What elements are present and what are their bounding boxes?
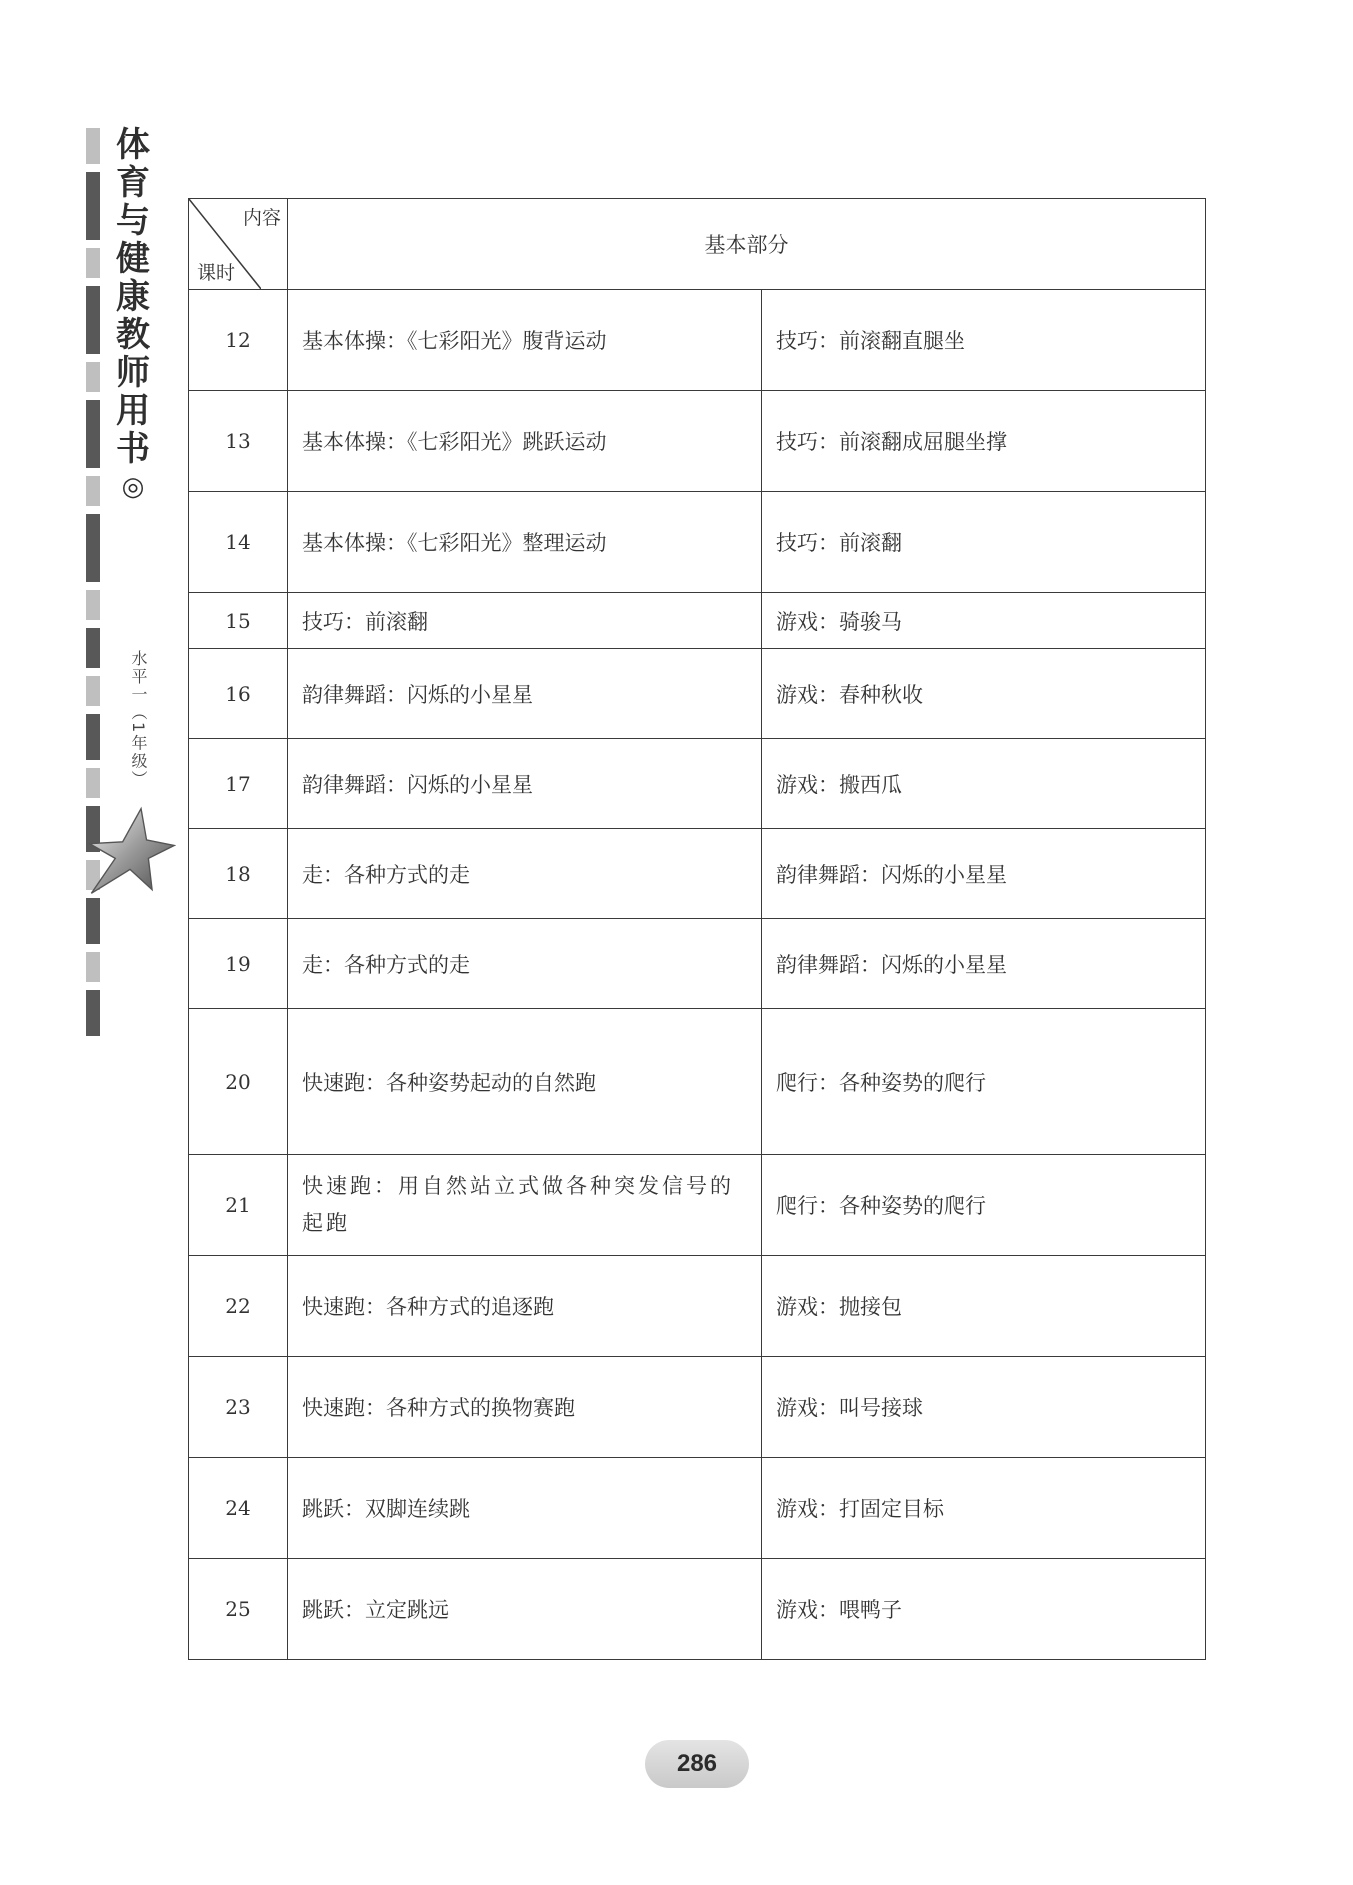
content-a: 快速跑：各种方式的换物赛跑 [288,1357,762,1458]
table-row [189,391,1206,492]
content-b: 技巧：前滚翻成屈腿坐撑 [762,391,1206,492]
table-row [189,1256,1206,1357]
star-icon [84,805,176,897]
corner-header-cell [189,199,288,290]
page-number: 286 [645,1740,749,1788]
lesson-number: 25 [189,1559,288,1660]
lesson-schedule-table [188,198,1206,1660]
content-a: 跳跃：立定跳远 [288,1559,762,1660]
content-a: 走：各种方式的走 [288,919,762,1009]
content-b: 游戏：抛接包 [762,1256,1206,1357]
content-a: 基本体操：《七彩阳光》整理运动 [288,492,762,593]
table-row [189,739,1206,829]
lesson-number: 20 [189,1009,288,1155]
table-row [189,593,1206,649]
content-b: 韵律舞蹈：闪烁的小星星 [762,829,1206,919]
title-mark: ◎ [121,472,145,502]
table-row [189,1155,1206,1256]
corner-label-period: 课时 [197,262,236,284]
content-b: 技巧：前滚翻直腿坐 [762,290,1206,391]
margin-bars [86,128,102,1044]
grade-level-label: 水平一（1年级） [129,650,148,789]
content-b: 游戏：搬西瓜 [762,739,1206,829]
lesson-number: 13 [189,391,288,492]
content-b: 技巧：前滚翻 [762,492,1206,593]
header-basic-part: 基本部分 [288,199,1206,290]
table-row [189,829,1206,919]
table-row [189,1357,1206,1458]
lesson-number: 19 [189,919,288,1009]
content-a: 基本体操：《七彩阳光》腹背运动 [288,290,762,391]
table-row [189,1458,1206,1559]
content-a: 韵律舞蹈：闪烁的小星星 [288,649,762,739]
content-a: 韵律舞蹈：闪烁的小星星 [288,739,762,829]
lesson-number: 18 [189,829,288,919]
content-b: 游戏：叫号接球 [762,1357,1206,1458]
content-b: 游戏：春种秋收 [762,649,1206,739]
table-row [189,919,1206,1009]
lesson-number: 22 [189,1256,288,1357]
content-a: 走：各种方式的走 [288,829,762,919]
content-a: 快速跑：各种姿势起动的自然跑 [288,1009,762,1155]
content-a: 快速跑：用自然站立式做各种突发信号的起跑 [288,1155,762,1256]
content-a: 快速跑：各种方式的追逐跑 [288,1256,762,1357]
table-row [189,492,1206,593]
lesson-number: 16 [189,649,288,739]
book-title-text: 体育与健康教师用书 [116,125,150,469]
content-b: 爬行：各种姿势的爬行 [762,1009,1206,1155]
table-row [189,649,1206,739]
lesson-number: 24 [189,1458,288,1559]
lesson-number: 21 [189,1155,288,1256]
lesson-number: 23 [189,1357,288,1458]
content-b: 爬行：各种姿势的爬行 [762,1155,1206,1256]
table-header-row [189,199,1206,290]
corner-label-content: 内容 [242,207,281,229]
lesson-number: 15 [189,593,288,649]
table-row [189,290,1206,391]
content-a: 跳跃：双脚连续跳 [288,1458,762,1559]
content-b: 游戏：骑骏马 [762,593,1206,649]
lesson-number: 12 [189,290,288,391]
lesson-number: 14 [189,492,288,593]
table-row [189,1009,1206,1155]
book-title [114,126,152,506]
content-b: 游戏：喂鸭子 [762,1559,1206,1660]
content-a: 基本体操：《七彩阳光》跳跃运动 [288,391,762,492]
lesson-number: 17 [189,739,288,829]
table-row [189,1559,1206,1660]
content-a: 技巧：前滚翻 [288,593,762,649]
content-b: 韵律舞蹈：闪烁的小星星 [762,919,1206,1009]
content-b: 游戏：打固定目标 [762,1458,1206,1559]
